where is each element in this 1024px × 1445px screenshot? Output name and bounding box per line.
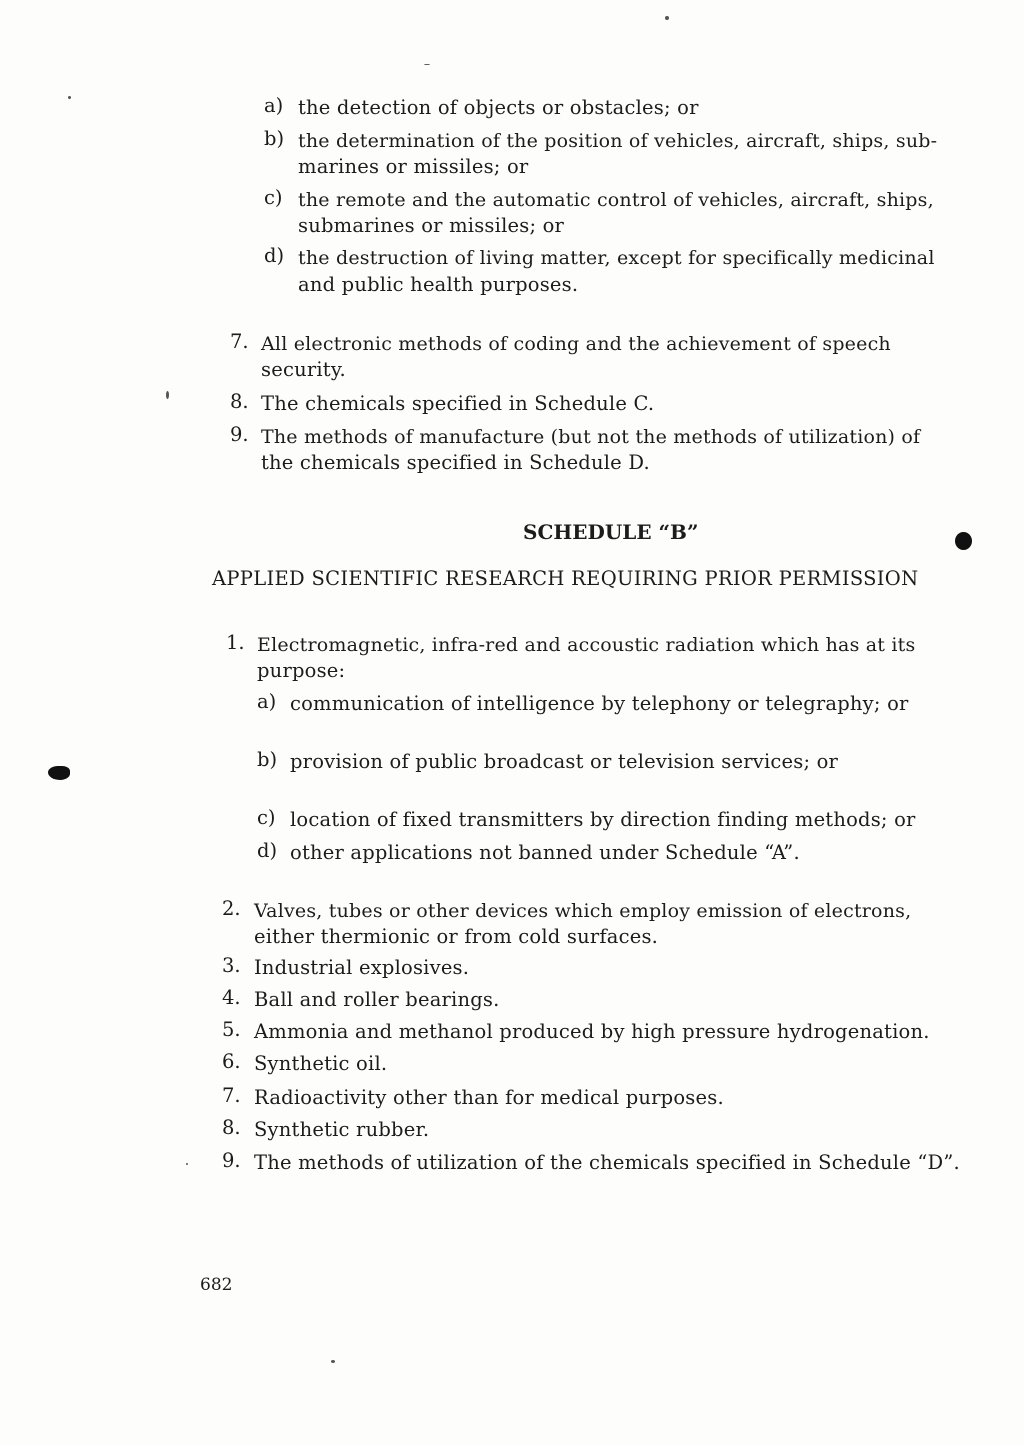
sub-item-text: location of fixed transmitters by direction finding methods; or [290, 808, 916, 831]
item-text: security. [261, 358, 346, 381]
scan-speck [166, 391, 169, 399]
scan-speck [186, 1163, 188, 1165]
item-text: Industrial explosives. [254, 956, 470, 979]
sub-item-label: a) [264, 94, 284, 117]
sub-item-label: a) [257, 690, 277, 713]
item-text: the chemicals specified in Schedule D. [261, 451, 650, 474]
item-text: Synthetic rubber. [254, 1118, 430, 1141]
ink-blot [955, 532, 972, 550]
sub-item-label: c) [264, 186, 283, 209]
item-number: 2. [222, 897, 241, 920]
item-number: 7. [222, 1084, 241, 1107]
sub-item-label: d) [264, 244, 285, 267]
item-text: Electromagnetic, infra-red and accoustic radiation which has at its [257, 634, 916, 656]
item-text: Valves, tubes or other devices which employ emission of electrons, [254, 900, 912, 922]
schedule-b-subtitle: APPLIED SCIENTIFIC RESEARCH REQUIRING PRIOR PERMISSION [212, 567, 919, 590]
item-number: 9. [230, 423, 249, 446]
item-text: The methods of manufacture (but not the methods of utilization) of [261, 426, 921, 448]
sub-item-text: other applications not banned under Schedule “A”. [290, 841, 800, 864]
sub-item-label: b) [264, 127, 285, 150]
scan-speck [331, 1360, 335, 1363]
item-number: 5. [222, 1018, 241, 1041]
scan-speck [68, 96, 71, 99]
item-number: 8. [230, 390, 249, 413]
item-text: Synthetic oil. [254, 1052, 388, 1075]
item-text: The chemicals specified in Schedule C. [261, 392, 655, 415]
item-text: purpose: [257, 659, 346, 682]
sub-item-text: provision of public broadcast or television services; or [290, 750, 839, 773]
sub-item-text: the destruction of living matter, except for specifically medicinal [298, 247, 935, 269]
ink-blot [48, 766, 70, 780]
item-text: Ammonia and methanol produced by high pressure hydrogenation. [254, 1020, 930, 1043]
sub-item-text: submarines or missiles; or [298, 214, 565, 237]
page-number: 682 [200, 1275, 233, 1295]
item-number: 9. [222, 1149, 241, 1172]
item-number: 7. [230, 330, 249, 353]
item-text: The methods of utilization of the chemicals specified in Schedule “D”. [254, 1151, 960, 1174]
sub-item-text: communication of intelligence by telephony or telegraphy; or [290, 692, 909, 715]
scan-speck [665, 16, 669, 20]
item-number: 8. [222, 1116, 241, 1139]
scan-speck [424, 64, 430, 65]
item-number: 1. [226, 631, 245, 654]
item-number: 6. [222, 1050, 241, 1073]
item-text: either thermionic or from cold surfaces. [254, 925, 659, 948]
item-text: All electronic methods of coding and the achievement of speech [261, 333, 891, 355]
sub-item-label: d) [257, 839, 278, 862]
sub-item-text: and public health purposes. [298, 273, 579, 296]
item-text: Ball and roller bearings. [254, 988, 500, 1011]
sub-item-text: the detection of objects or obstacles; or [298, 96, 699, 119]
sub-item-label: c) [257, 806, 276, 829]
sub-item-text: the determination of the position of vehicles, aircraft, ships, sub- [298, 130, 938, 152]
item-number: 3. [222, 954, 241, 977]
sub-item-text: marines or missiles; or [298, 155, 529, 178]
sub-item-label: b) [257, 748, 278, 771]
sub-item-text: the remote and the automatic control of vehicles, aircraft, ships, [298, 189, 934, 211]
item-text: Radioactivity other than for medical purposes. [254, 1086, 724, 1109]
schedule-b-title: SCHEDULE “B” [523, 520, 699, 544]
item-number: 4. [222, 986, 241, 1009]
